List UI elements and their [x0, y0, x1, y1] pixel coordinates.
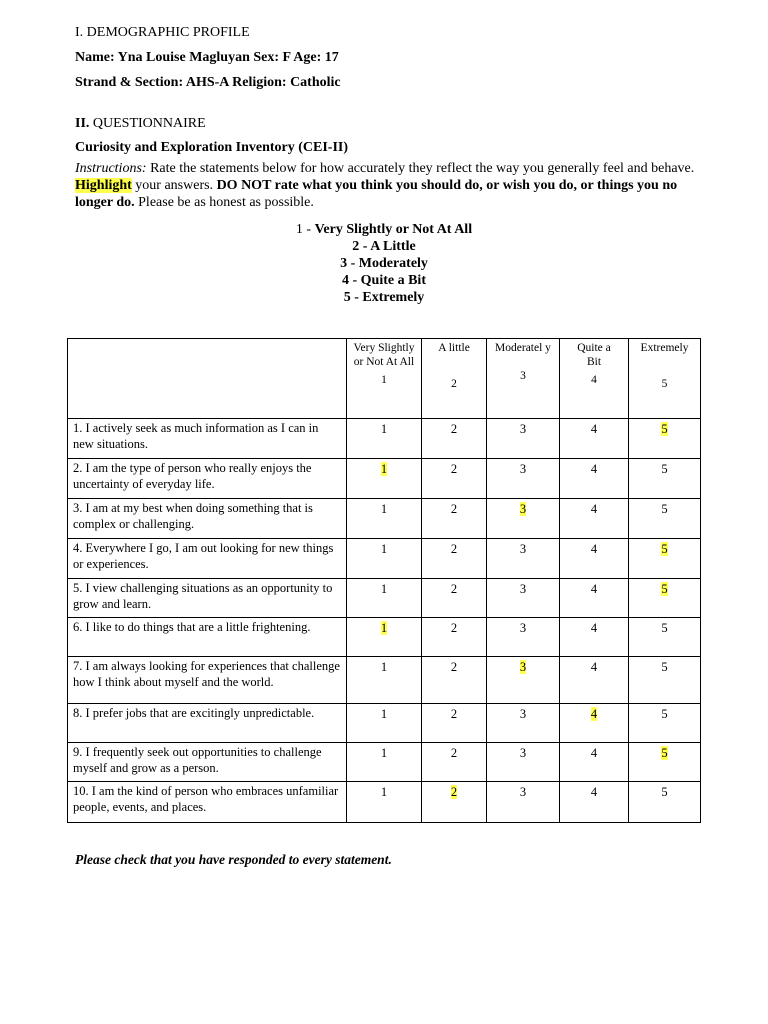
table-row [68, 704, 701, 743]
header-cell: Moderatel y 3 [487, 339, 560, 419]
section2-title: QUESTIONNAIRE [89, 116, 206, 131]
rating-option-value: 5 [661, 462, 668, 476]
statement-cell: 4. Everywhere I go, I am out looking for new things or experiences. [68, 539, 347, 579]
rating-option-cell[interactable] [629, 743, 701, 782]
header-cell: Extremely 5 [629, 339, 701, 419]
rating-option-value: 2 [450, 422, 458, 436]
table-header-row [68, 339, 701, 419]
rating-option-value: 2 [450, 582, 458, 596]
rating-option-cell[interactable] [629, 579, 701, 618]
header-cell: Very Slightly or Not At All 1 [347, 339, 422, 419]
rating-option-cell[interactable] [560, 782, 629, 823]
header-cell: Quite a Bit 4 [560, 339, 629, 419]
rating-option-cell[interactable] [422, 618, 487, 657]
rating-option-cell[interactable] [347, 539, 422, 579]
statement-cell: 1. I actively seek as much information as I can in new situations. [68, 419, 347, 459]
rating-option-value: 5 [661, 621, 668, 635]
table-row [68, 539, 701, 579]
rating-option-selected: 2 [450, 785, 458, 799]
statement-cell: 8. I prefer jobs that are excitingly unpredictable. [68, 704, 347, 743]
rating-option-cell[interactable] [487, 743, 560, 782]
rating-option-cell[interactable] [487, 579, 560, 618]
rating-option-value: 3 [519, 542, 527, 556]
rating-option-value: 1 [380, 785, 388, 799]
rating-option-cell[interactable] [560, 539, 629, 579]
rating-option-cell[interactable] [629, 657, 701, 704]
rating-option-cell[interactable] [347, 782, 422, 823]
instructions-text: Rate the statements below for how accurately they reflect the way you generally feel and behave. [146, 161, 695, 176]
rating-option-selected: 1 [380, 462, 388, 476]
rating-option-cell[interactable] [422, 419, 487, 459]
rating-option-cell[interactable] [560, 419, 629, 459]
strand-line: Strand & Section: AHS-A Religion: Catholic [75, 75, 341, 90]
rating-option-cell[interactable] [560, 704, 629, 743]
rating-option-selected: 4 [590, 707, 598, 721]
rating-option-value: 1 [380, 746, 388, 760]
statement-cell: 2. I am the type of person who really enjoys the uncertainty of everyday life. [68, 459, 347, 499]
rating-option-value: 3 [519, 422, 527, 436]
rating-option-cell[interactable] [422, 539, 487, 579]
instructions-text-2: your answers. [131, 178, 217, 193]
rating-option-cell[interactable] [347, 459, 422, 499]
instructions-text-3: Please be as honest as possible. [134, 195, 314, 210]
section2-number: II. [75, 116, 90, 131]
rating-option-cell[interactable] [422, 704, 487, 743]
rating-option-cell[interactable] [347, 419, 422, 459]
rating-option-selected: 3 [519, 660, 527, 674]
rating-option-value: 5 [661, 707, 668, 721]
rating-option-value: 1 [380, 542, 388, 556]
rating-option-cell[interactable] [629, 539, 701, 579]
rating-option-cell[interactable] [347, 618, 422, 657]
rating-option-cell[interactable] [487, 782, 560, 823]
rating-option-value: 1 [380, 660, 388, 674]
rating-option-cell[interactable] [629, 782, 701, 823]
rating-option-selected: 5 [661, 746, 668, 760]
rating-option-value: 3 [519, 462, 527, 476]
rating-option-value: 4 [590, 746, 598, 760]
header-cell: A little 2 [422, 339, 487, 419]
statement-cell: 5. I view challenging situations as an opportunity to grow and learn. [68, 579, 347, 618]
table-row [68, 579, 701, 618]
table-row [68, 459, 701, 499]
rating-option-value: 3 [519, 621, 527, 635]
rating-option-cell[interactable] [560, 743, 629, 782]
table-row [68, 499, 701, 539]
statement-cell: 6. I like to do things that are a little frightening. [68, 618, 347, 657]
rating-option-value: 4 [590, 621, 598, 635]
section1-heading: I. DEMOGRAPHIC PROFILE [75, 25, 250, 40]
rating-option-value: 5 [661, 502, 668, 516]
rating-option-value: 2 [450, 502, 458, 516]
rating-option-value: 4 [590, 785, 598, 799]
rating-option-selected: 5 [661, 422, 668, 436]
instructions [75, 160, 705, 211]
rating-option-cell[interactable] [422, 499, 487, 539]
rating-option-cell[interactable] [422, 579, 487, 618]
name-line: Name: Yna Louise Magluyan Sex: F Age: 17 [75, 50, 339, 65]
document-page [75, 24, 705, 306]
highlight-word: Highlight [75, 178, 132, 193]
scale-item: 1 - Very Slightly or Not At All [295, 222, 473, 237]
rating-option-value: 1 [380, 502, 388, 516]
rating-option-cell[interactable] [560, 618, 629, 657]
rating-option-cell[interactable] [422, 743, 487, 782]
rating-option-cell[interactable] [422, 459, 487, 499]
questionnaire-title: Curiosity and Exploration Inventory (CEI-II) [75, 140, 349, 155]
scale-item: 3 - Moderately [340, 256, 428, 271]
rating-option-value: 2 [450, 542, 458, 556]
section2-heading [75, 115, 705, 133]
rating-option-cell[interactable] [347, 743, 422, 782]
rating-option-cell[interactable] [487, 539, 560, 579]
table-row [68, 743, 701, 782]
rating-option-cell[interactable] [487, 618, 560, 657]
table-row [68, 657, 701, 704]
rating-option-cell[interactable] [347, 704, 422, 743]
rating-option-value: 3 [519, 746, 527, 760]
rating-option-value: 3 [519, 582, 527, 596]
table-row [68, 419, 701, 459]
rating-option-cell[interactable] [347, 499, 422, 539]
rating-option-value: 2 [450, 621, 458, 635]
rating-option-cell[interactable] [560, 657, 629, 704]
rating-option-value: 2 [450, 746, 458, 760]
instructions-bold: DO NOT rate what you think you should do, or wish you do, or things you no longer do. [75, 178, 678, 210]
rating-option-cell[interactable] [487, 704, 560, 743]
rating-option-value: 4 [590, 582, 598, 596]
rating-option-value: 4 [590, 462, 598, 476]
header-blank-cell [68, 339, 347, 419]
rating-option-cell[interactable] [422, 657, 487, 704]
rating-option-value: 4 [590, 542, 598, 556]
rating-option-cell[interactable] [560, 499, 629, 539]
table-body [68, 419, 701, 823]
rating-option-value: 1 [380, 582, 388, 596]
rating-option-value: 2 [450, 462, 458, 476]
rating-option-selected: 1 [380, 621, 388, 635]
rating-option-cell[interactable] [629, 618, 701, 657]
footer-note: Please check that you have responded to every statement. [75, 852, 392, 867]
rating-option-selected: 5 [661, 582, 668, 596]
statement-cell: 3. I am at my best when doing something that is complex or challenging. [68, 499, 347, 539]
rating-option-cell[interactable] [487, 657, 560, 704]
rating-option-value: 4 [590, 422, 598, 436]
rating-option-cell[interactable] [629, 419, 701, 459]
rating-option-value: 1 [380, 707, 388, 721]
table-row [68, 782, 701, 823]
questionnaire-table [67, 338, 701, 823]
rating-option-value: 2 [450, 660, 458, 674]
rating-option-value: 2 [450, 707, 458, 721]
instructions-label: Instructions: [75, 161, 147, 176]
rating-option-cell[interactable] [560, 579, 629, 618]
rating-option-cell[interactable] [560, 459, 629, 499]
rating-option-value: 1 [380, 422, 388, 436]
rating-option-value: 3 [519, 785, 527, 799]
rating-option-cell[interactable] [487, 419, 560, 459]
statement-cell: 7. I am always looking for experiences that challenge how I think about myself and the world. [68, 657, 347, 704]
statement-cell: 10. I am the kind of person who embraces unfamiliar people, events, and places. [68, 782, 347, 823]
table-row [68, 618, 701, 657]
rating-option-cell[interactable] [629, 704, 701, 743]
rating-option-selected: 5 [661, 542, 668, 556]
scale-item: 2 - A Little [352, 239, 416, 254]
rating-option-cell[interactable] [347, 579, 422, 618]
rating-option-value: 5 [661, 660, 668, 674]
rating-option-cell[interactable] [422, 782, 487, 823]
rating-option-cell[interactable] [487, 459, 560, 499]
rating-option-cell[interactable] [487, 499, 560, 539]
rating-scale [75, 221, 693, 306]
rating-option-cell[interactable] [629, 499, 701, 539]
rating-option-value: 4 [590, 502, 598, 516]
scale-item: 5 - Extremely [343, 290, 425, 305]
rating-option-cell[interactable] [347, 657, 422, 704]
rating-option-selected: 3 [519, 502, 527, 516]
rating-option-value: 3 [519, 707, 527, 721]
rating-option-value: 4 [590, 660, 598, 674]
scale-item: 4 - Quite a Bit [341, 273, 426, 288]
rating-option-value: 5 [661, 785, 668, 799]
statement-cell: 9. I frequently seek out opportunities to challenge myself and grow as a person. [68, 743, 347, 782]
rating-option-cell[interactable] [629, 459, 701, 499]
